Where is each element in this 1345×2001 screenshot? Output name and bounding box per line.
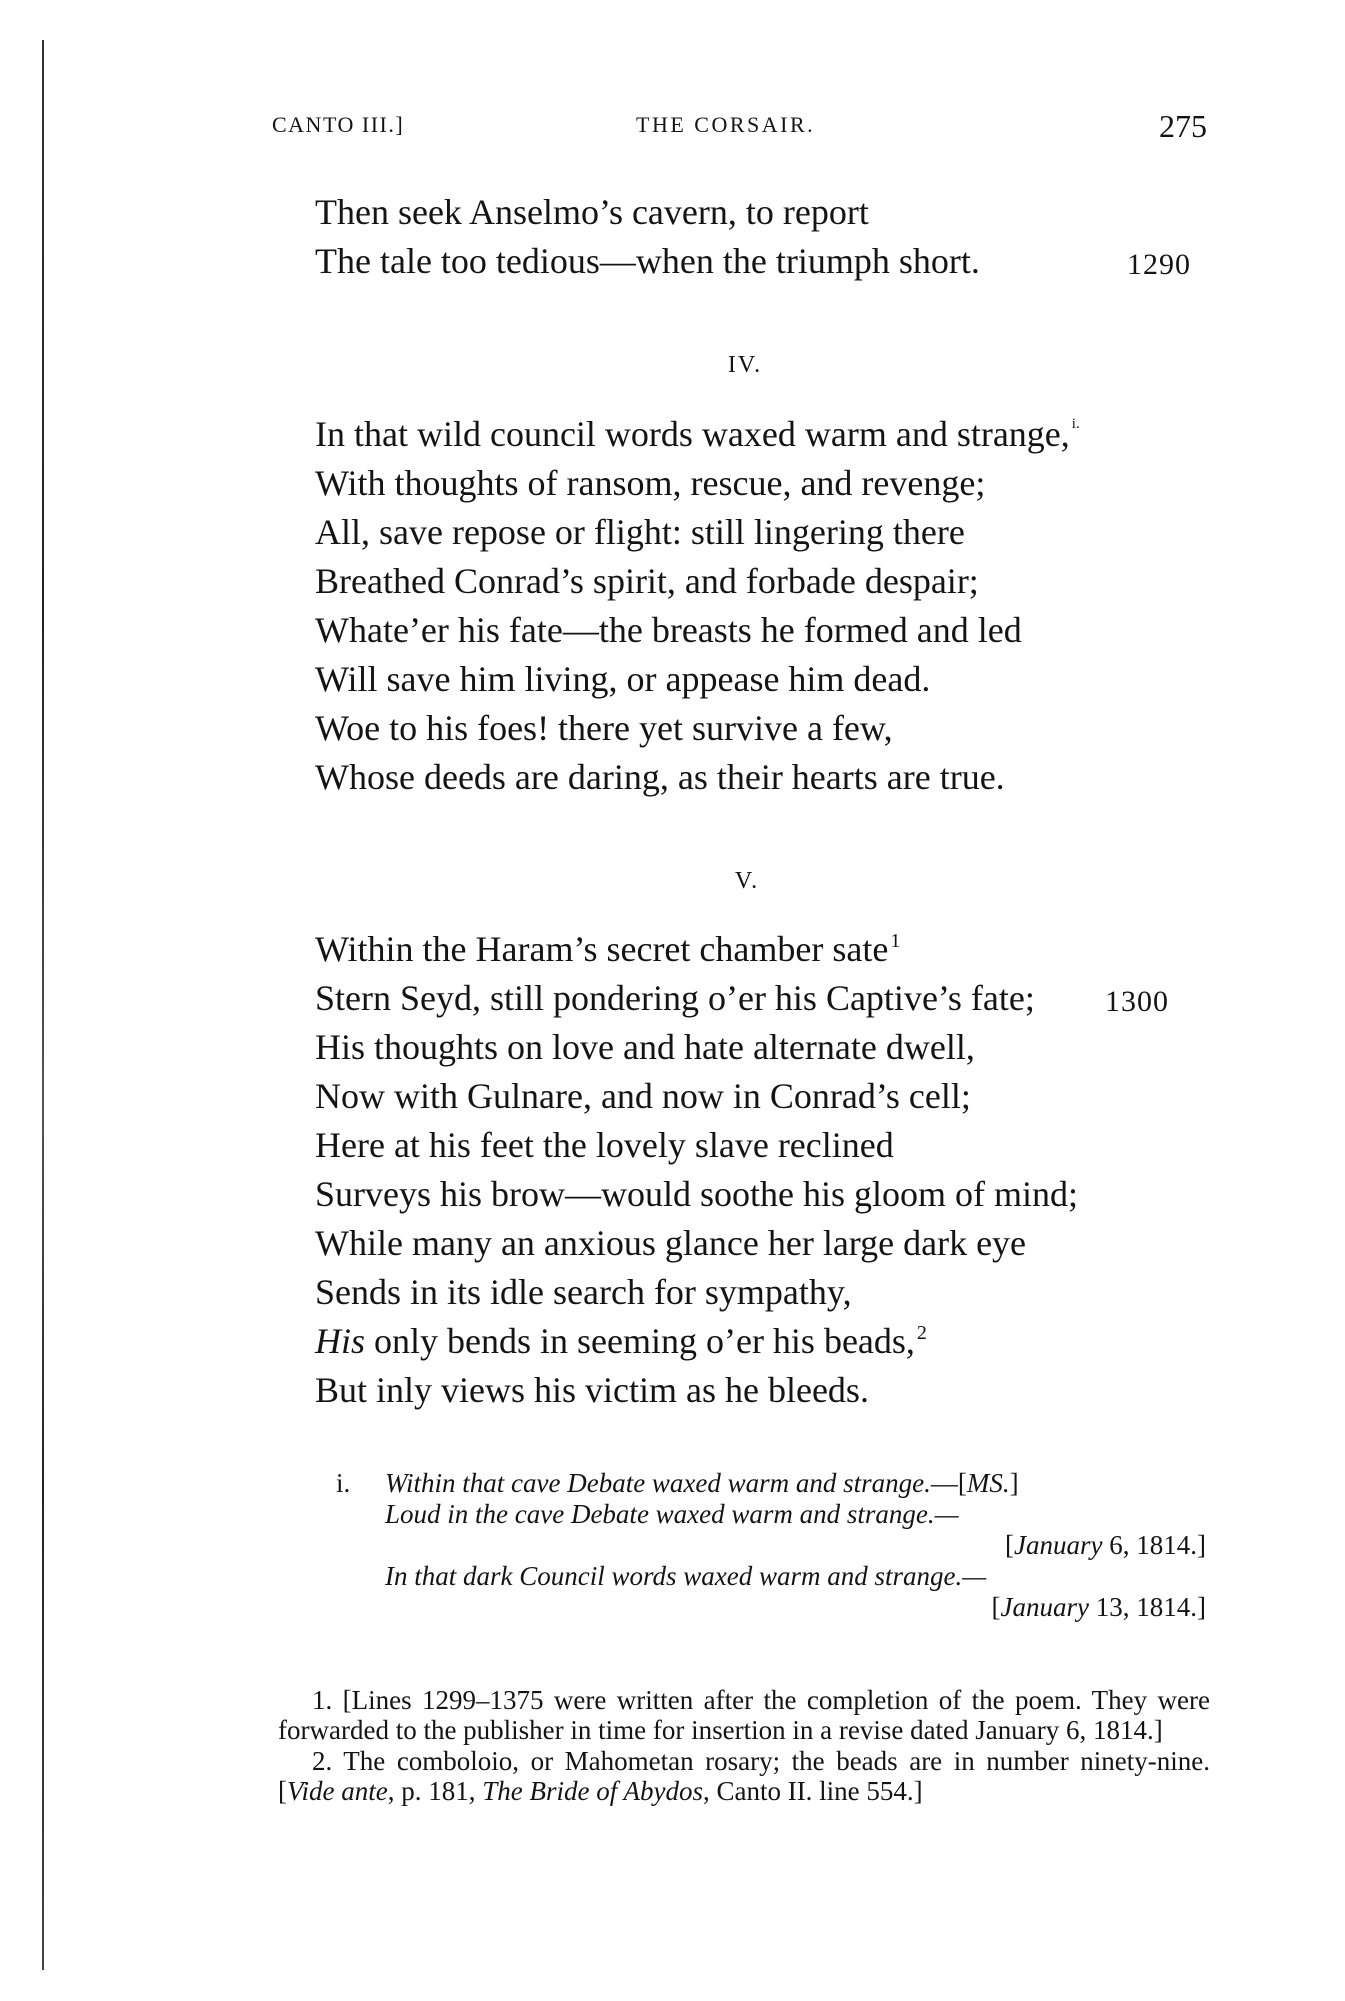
verse-line: Breathed Conrad’s spirit, and forbade despair;: [315, 561, 979, 601]
binding-edge: [42, 40, 44, 1970]
verse-line: With thoughts of ransom, rescue, and revenge;: [315, 463, 986, 503]
footnote-2: 2. The comboloio, or Mahometan rosary; the beads are in number ninety-nine. [Vide ante, p. 181, The Bride of Abydos, Canto II. line 554.]: [278, 1746, 1210, 1806]
verse-line: Stern Seyd, still pondering o’er his Captive’s fate; 1300: [315, 974, 1215, 1023]
stanza-numeral-iv: IV.: [727, 352, 763, 378]
verse-line: Now with Gulnare, and now in Conrad’s cell;: [315, 1076, 971, 1116]
variant-date: [January 6, 1814.]: [1005, 1530, 1206, 1560]
footnote-1: 1. [Lines 1299–1375 were written after the completion of the poem. They were forwarded to the publisher in time for insertion in a revise dated January 6, 1814.]: [278, 1685, 1210, 1745]
verse-line: Sends in its idle search for sympathy,: [315, 1272, 852, 1312]
line-number: 1290: [1127, 248, 1191, 281]
variant-row: In that dark Council words waxed warm and strange.—: [385, 1561, 987, 1591]
stanza-continuation: [315, 188, 1215, 286]
footnotes: [278, 1685, 1210, 1806]
verse-line: Here at his feet the lovely slave reclined: [315, 1125, 894, 1165]
verse-line: In that wild council words waxed warm and strange, $^{i.}$: [315, 414, 1080, 454]
running-header: [272, 108, 1207, 172]
verse-line: Woe to his foes! there yet survive a few,: [315, 708, 893, 748]
verse-line: But inly views his victim as he bleeds.: [315, 1370, 869, 1410]
verse-line: The tale too tedious—when the triumph short. 1290: [315, 237, 1215, 286]
verse-line: Within the Haram’s secret chamber sate $^1$: [315, 929, 901, 969]
variant-readings: [336, 1468, 1206, 1623]
verse-line: Surveys his brow—would soothe his gloom of mind;: [315, 1174, 1078, 1214]
line-number: 1300: [1105, 985, 1169, 1018]
footnote-reference: 1: [890, 930, 901, 952]
canto-label: CANTO III.]: [272, 112, 405, 137]
footnote-reference: 2: [916, 1322, 927, 1344]
variant-label: i.: [336, 1468, 351, 1498]
stanza-numeral-v: V.: [734, 868, 760, 894]
verse-line: Whose deeds are daring, as their hearts are true.: [315, 757, 1005, 797]
verse-line: Will save him living, or appease him dead.: [315, 659, 931, 699]
variant-row: i. Within that cave Debate waxed warm and strange.—[MS.]: [336, 1468, 1019, 1498]
verse-line: All, save repose or flight: still lingering there: [315, 512, 965, 552]
variant-row: Loud in the cave Debate waxed warm and strange.—: [385, 1499, 959, 1529]
verse-line: His thoughts on love and hate alternate dwell,: [315, 1027, 975, 1067]
stanza-iv: [315, 410, 1215, 802]
verse-line: While many an anxious glance her large dark eye: [315, 1223, 1027, 1263]
running-title: THE CORSAIR.: [636, 112, 816, 137]
page-number: 275: [1159, 108, 1207, 144]
verse-line: Then seek Anselmo’s cavern, to report: [315, 192, 869, 232]
stanza-v: [315, 925, 1215, 1415]
verse-line: His only bends in seeming o’er his beads, $^2$: [315, 1321, 927, 1361]
variant-date: [January 13, 1814.]: [991, 1592, 1206, 1622]
variant-reference: i.: [1071, 416, 1080, 432]
verse-line: Whate’er his fate—the breasts he formed and led: [315, 610, 1022, 650]
